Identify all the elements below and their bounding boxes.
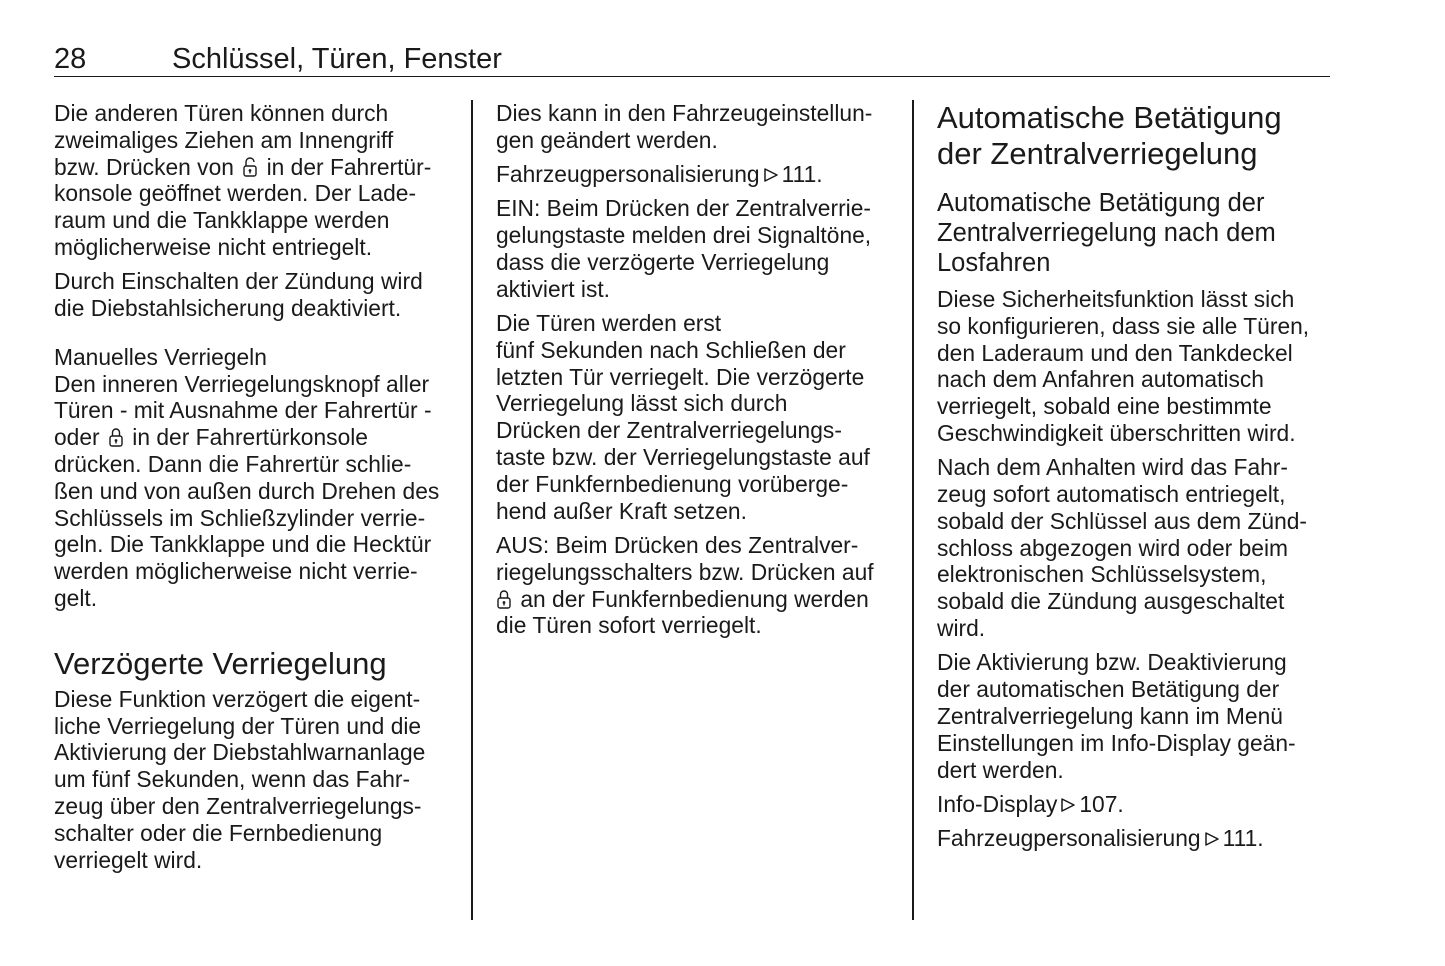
paragraph-delay-details: Die Türen werden erst fünf Sekunden nach Schließen der letzten Tür verriegelt. Die verzögerte Verriegelung lässt sich durch Drücken der Zentralverriegelungs- taste bzw. der Verriegelungstaste auf der Funkfernbedienung vorüberge- hend außer Kraft setzen. [496, 310, 870, 524]
paragraph-manual-locking: Den inneren Verriegelungsknopf aller Türen - mit Ausnahme der Fahrertür - oder in der Fahrertürkonsole drücken. Dann die Fahrertür schlie- ßen und von außen durch Drehen des Schlüssels im Schließzylinder verrie- geln. Die Tankklappe und die Hecktür werden möglicherweise nicht verrie- gelt. [54, 370, 440, 612]
paragraph-safety-function: Diese Sicherheitsfunktion lässt sich so konfigurieren, dass sie alle Türen, den Laderaum und den Tankdeckel nach dem Anfahren automatisch verriegelt, sobald eine bestimmte Geschwindigkeit überschritten wird. [937, 286, 1310, 446]
page-reference-arrow-icon [763, 167, 779, 183]
section-title: Schlüssel, Türen, Fenster [172, 43, 502, 75]
column-3 [937, 100, 1337, 859]
paragraph-activation: Die Aktivierung bzw. Deaktivierung der automatischen Betätigung der Zentralverriegelung kann im Menü Einstellungen im Info-Display geän- dert werden. [937, 649, 1296, 783]
page-reference-arrow-icon [1060, 797, 1076, 813]
reference-info-display[interactable]: Info-Display 107. [937, 790, 1124, 817]
reference-vehicle-personalisation[interactable]: Fahrzeugpersonalisierung 111. [496, 161, 823, 188]
column-divider-2 [912, 100, 914, 920]
paragraph-auto-unlock: Nach dem Anhalten wird das Fahr- zeug sofort automatisch entriegelt, sobald der Schlüssel aus dem Zünd- schloss abgezogen wird oder beim elektronischen Schlüsselsystem, sobald die Zündung ausgeschaltet wird. [937, 454, 1308, 642]
paragraph-ignition: Durch Einschalten der Zündung wird die Diebstahlsicherung deaktiviert. [54, 268, 423, 322]
lock-icon [108, 426, 124, 448]
page-reference-arrow-icon [1204, 831, 1220, 847]
column-divider-1 [471, 100, 473, 920]
heading-delayed-locking: Verzögerte Verriegelung [54, 645, 387, 681]
column-2 [496, 100, 896, 647]
unlock-icon [242, 156, 258, 178]
subheading-manual-locking: Manuelles Verriegeln [54, 343, 267, 370]
subheading-locking-after-driving-off: Automatische Betätigung der Zentralverriegelung nach dem Losfahren [937, 189, 1276, 277]
paragraph-on-setting: EIN: Beim Drücken der Zentralverrie- gelungstaste melden drei Signaltöne, dass die verzögerte Verriegelung aktiviert ist. [496, 195, 872, 302]
lock-icon [496, 588, 512, 610]
page-header [54, 42, 1330, 77]
paragraph-off-setting: AUS: Beim Drücken des Zentralver- riegelungsschalters bzw. Drücken auf an der Funkfernbedienung werden die Türen sofort verriegelt. [496, 531, 874, 639]
paragraph-open-doors: Die anderen Türen können durch zweimaliges Ziehen am Innengriff bzw. Drücken von in der Fahrertür- konsole geöffnet werden. Der Lade- raum und die Tankklappe werden möglicherweise nicht entriegelt. [54, 100, 432, 260]
heading-automatic-central-locking: Automatische Betätigung der Zentralverriegelung [937, 100, 1282, 171]
paragraph-delayed-locking: Diese Funktion verzögert die eigent- liche Verriegelung der Türen und die Aktivierung der Diebstahlwarnanlage um fünf Sekunden, wenn das Fahr- zeug über den Zentralverriegelungs- schalter oder die Fernbedienung verriegelt wird. [54, 685, 426, 873]
column-1 [54, 100, 454, 881]
page-number: 28 [54, 43, 87, 75]
paragraph-settings-change: Dies kann in den Fahrzeugeinstellun- gen geändert werden. [496, 100, 873, 153]
reference-vehicle-personalisation[interactable]: Fahrzeugpersonalisierung 111. [937, 825, 1264, 852]
